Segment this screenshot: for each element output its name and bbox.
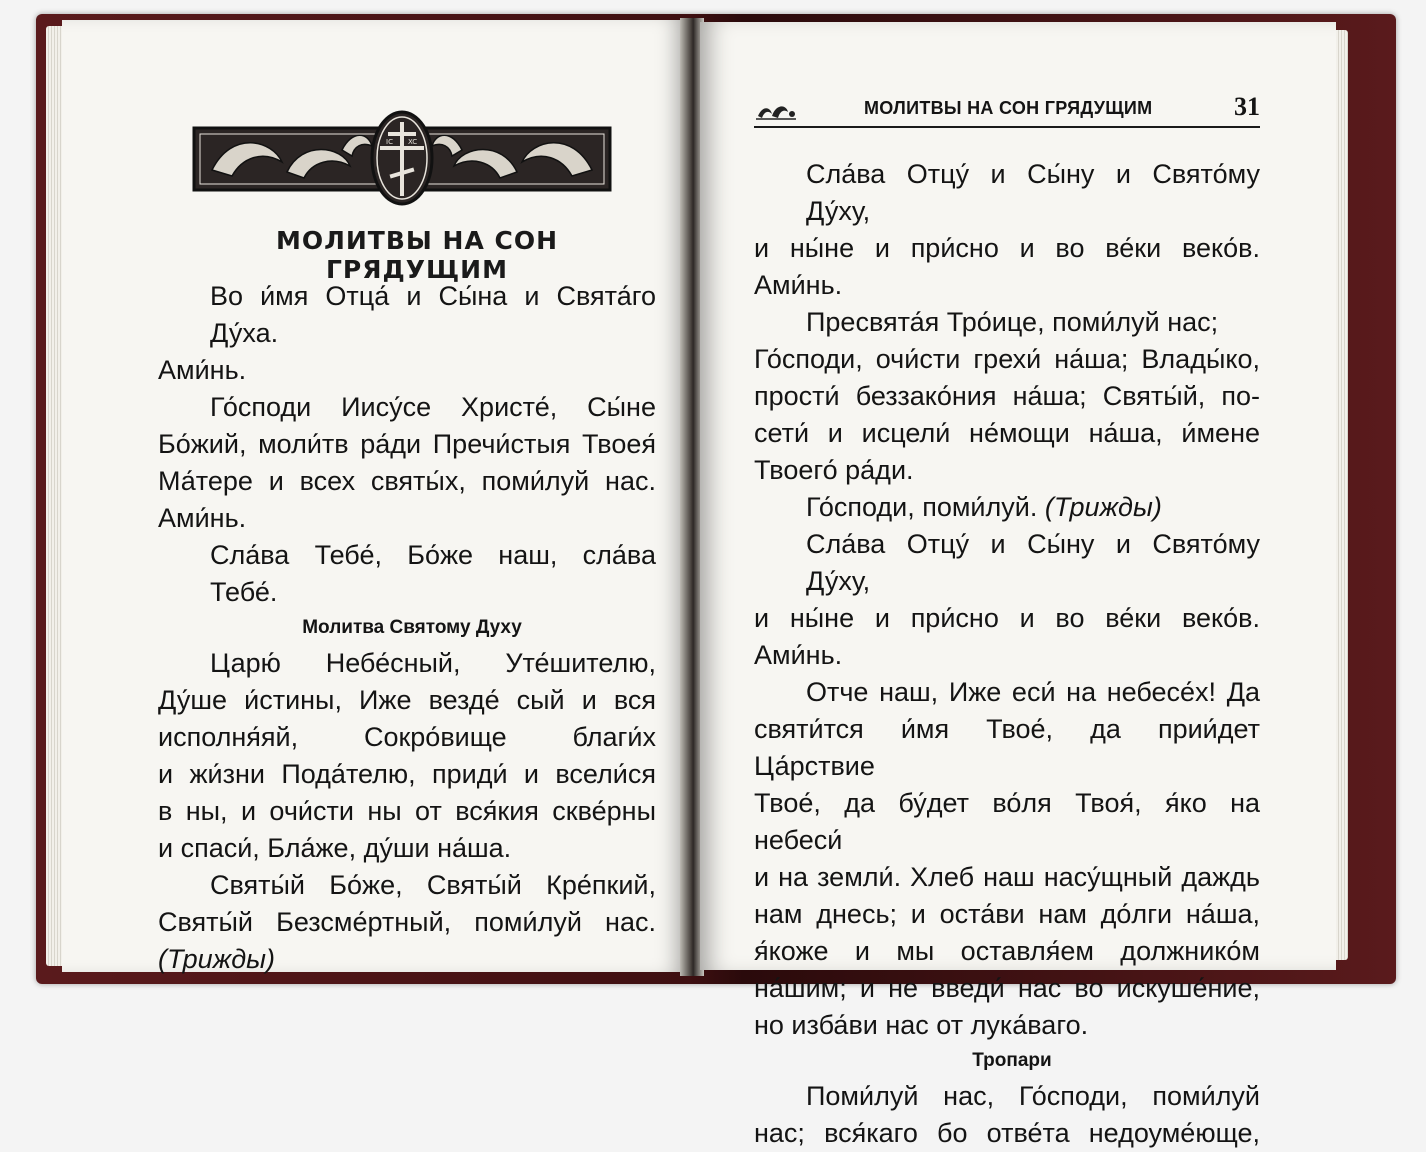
text-line: Ду́ше и́стины, Иже везде́ сый и вся (158, 685, 656, 715)
section-heading: Тропари (972, 1050, 1052, 1071)
orthodox-cross-banner-icon (192, 110, 612, 206)
text-line: Отче наш, Иже еси́ на небесе́х! Да (806, 677, 1260, 707)
text-line: и ны́не и при́сно и во ве́ки веко́в. Ами́нь. (754, 603, 1260, 670)
text-line: святи́тся и́мя Твое́, да прии́дет Ца́рствие (754, 714, 1260, 781)
left-page-text (158, 278, 656, 978)
text-line: и на земли́. Хлеб наш насу́щный даждь (754, 862, 1260, 892)
gospodi-pomiluy: Го́споди, поми́луй. (806, 492, 1038, 522)
text-line: Твое́, да бу́дет во́ля Твоя́, я́ко на небеси́ (754, 788, 1260, 855)
text-line: сети́ и исцели́ не́мощи на́ша, и́мене (754, 418, 1260, 448)
text-line: Сла́ва Отцу́ и Сы́ну и Свято́му Ду́ху, (806, 159, 1260, 226)
page-number: 31 (1234, 92, 1260, 121)
text-line: Царю́ Небе́сный, Уте́шителю, (210, 648, 656, 678)
text-line: на́шим; и не введи́ нас во искуше́ние, (754, 973, 1260, 1003)
text-line: Го́споди Иису́се Христе́, Сы́не (210, 392, 656, 422)
section-heading: Молитва Святому Духу (302, 617, 522, 638)
text-line: Го́споди, очи́сти грехи́ на́ша; Влады́ко, (754, 344, 1260, 374)
page-title: МОЛИТВЫ НА СОН ГРЯДУЩИМ (275, 226, 559, 284)
svg-text:XC: XC (408, 138, 418, 146)
text-line: в ны, и очи́сти ны от вся́кия скве́рны (158, 796, 656, 826)
text-line: Пресвята́я Тро́ице, поми́луй нас; (806, 307, 1219, 337)
text-line: Сла́ва Отцу́ и Сы́ну и Свято́му Ду́ху, (806, 529, 1260, 596)
text-line: я́коже и мы оставля́ем должнико́м (754, 936, 1260, 966)
left-page (62, 20, 684, 972)
text-line: Во и́мя Отца́ и Сы́на и Свята́го Ду́ха. (210, 281, 656, 348)
text-line: но изба́ви нас от лука́ваго. (754, 1010, 1089, 1040)
rubric-trizhdy: (Трижды) (158, 944, 275, 974)
floral-ornament-icon (754, 100, 798, 122)
running-header (754, 92, 1260, 128)
rubric-trizhdy: (Трижды) (1044, 492, 1162, 522)
text-line: Ами́нь. (158, 355, 247, 385)
right-page-text (754, 156, 1260, 1152)
text-line: Бо́жий, моли́тв ра́ди Пречи́стыя Твоея́ (158, 429, 656, 459)
running-title: МОЛИТВЫ НА СОН ГРЯДУЩИМ (864, 98, 1153, 118)
text-line: прости́ беззако́ния на́ша; Святы́й, по- (754, 381, 1260, 411)
text-line: Ма́тере и всех святы́х, поми́луй нас. (158, 466, 656, 496)
text-line: Твоего́ ра́ди. (754, 455, 914, 485)
text-line: Святы́й Бо́же, Святы́й Кре́пкий, (210, 870, 656, 900)
text-line: Ами́нь. (158, 503, 247, 533)
text-line: Сла́ва Тебе́, Бо́же наш, сла́ва Тебе́. (210, 540, 656, 607)
text-line: и спаси́, Бла́же, ду́ши на́ша. (158, 833, 512, 863)
text-line: и ны́не и при́сно и во ве́ки веко́в. Ами́нь. (754, 233, 1260, 300)
text-line: исполня́яй, Сокро́вище благи́х (158, 722, 656, 752)
text-line: нас; вся́каго бо отве́та недоуме́юще, (754, 1118, 1260, 1148)
text-line: нам днесь; и оста́ви нам до́лги на́ша, (754, 899, 1260, 929)
text-line (754, 489, 1260, 526)
svg-text:IC: IC (386, 138, 393, 146)
text-line: Святы́й Безсме́ртный, поми́луй нас. (158, 907, 656, 937)
text-line: Поми́луй нас, Го́споди, поми́луй (806, 1081, 1260, 1111)
text-line: и жи́зни Пода́телю, приди́ и всели́ся (158, 759, 656, 789)
right-page (700, 22, 1336, 1148)
